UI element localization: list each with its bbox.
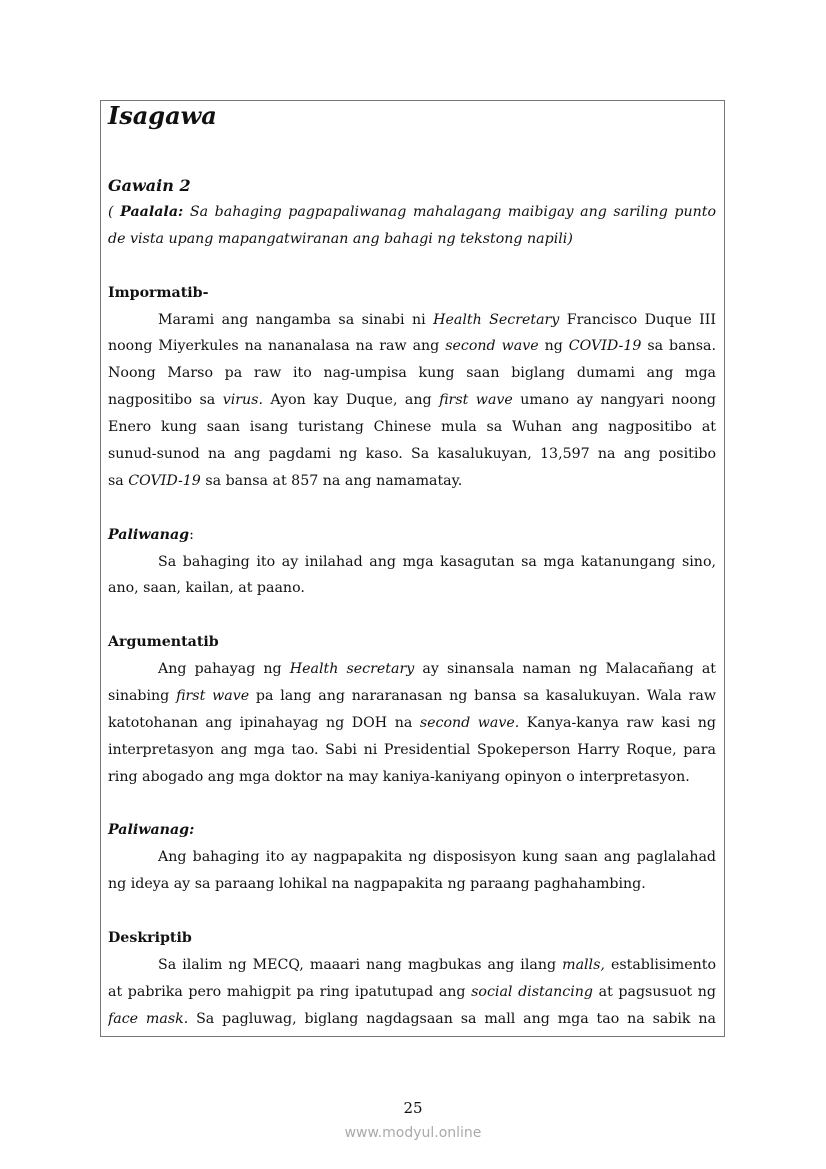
blank-line <box>108 791 716 818</box>
heading-text: Deskriptib <box>108 930 192 947</box>
paragraph-line <box>108 710 716 737</box>
text-segment: at pabrika pero mahigpit pa ring ipatutupad ang <box>108 983 472 1000</box>
text-segment: Noong Marso pa raw ito nag-umpisa kung saan biglang dumami ang mga <box>108 365 716 382</box>
text-segment: Ayon kay Duque, ang <box>262 392 440 409</box>
bold-label: Paalala: <box>120 204 184 220</box>
text-segment: de vista upang mapangatwiranan ang bahagi ng tekstong napili) <box>108 230 573 247</box>
text-segment: sa bansa at 857 na ang namamatay. <box>200 472 463 489</box>
section-heading <box>108 629 716 656</box>
text-segment: sinabing <box>108 688 177 705</box>
text-segment: Sa bahaging ito ay inilahad ang mga kasagutan sa mga katanungang sino, <box>158 553 716 570</box>
text-segment: Enero kung saan isang turistang Chinese mula sa Wuhan ang nagpositibo at <box>108 419 716 436</box>
text-segment: at pagsusuot ng <box>593 983 716 1000</box>
text-segment: umano ay nangyari noong <box>512 392 716 409</box>
text-segment: Sa bahaging pagpapaliwanag mahalagang maibigay ang sariling punto <box>183 204 716 220</box>
paragraph-line <box>108 468 716 495</box>
activity-title: Gawain 2 <box>108 176 191 195</box>
watermark: www.modyul.online <box>344 1125 482 1141</box>
paragraph-line <box>108 737 716 764</box>
text-segment: sa bansa. <box>641 338 716 355</box>
blank-line <box>108 602 716 629</box>
paragraph-line <box>108 441 716 468</box>
reminder-note <box>108 199 716 253</box>
italic-term: COVID-19 <box>128 472 201 489</box>
page-number: 25 <box>403 1099 423 1117</box>
text-segment: sunud-sunod na ang pagdami ng kaso. Sa kasalukuyan, 13,597 na ang positibo <box>108 446 716 463</box>
text-segment: ng ideya ay sa paraang lohikal na nagpapakita ng paraang paghahambing. <box>108 876 646 893</box>
paragraph-line <box>108 844 716 871</box>
paragraph-line <box>108 414 716 441</box>
text-segment: ring abogado ang mga doktor na may kaniya-kaniyang opinyon o interpretasyon. <box>108 768 690 785</box>
paragraph-line <box>108 656 716 683</box>
paragraph-line <box>108 307 716 334</box>
heading-text: Paliwanag: <box>108 822 195 839</box>
italic-term: COVID-19 <box>568 338 642 355</box>
text-segment: Francisco Duque III <box>559 311 716 328</box>
paragraph-line <box>108 683 716 710</box>
blank-line <box>108 898 716 925</box>
text-segment: Marami ang nangamba sa sinabi ni <box>158 311 434 328</box>
heading-text: Paliwanag <box>108 526 190 543</box>
paragraph-line <box>108 387 716 414</box>
text-segment: Ang bahaging ito ay nagpapakita ng disposisyon kung saan ang paglalahad <box>158 849 716 866</box>
section-title: Isagawa <box>108 101 217 130</box>
text-segment: ng <box>538 338 569 355</box>
blank-line <box>108 495 716 522</box>
paragraph-line <box>108 952 716 979</box>
text-sections <box>108 253 716 1033</box>
heading-text: Impormatib- <box>108 284 209 301</box>
paragraph-line <box>108 549 716 576</box>
section-heading <box>108 817 716 844</box>
paragraph-line <box>108 333 716 360</box>
activity-box <box>100 100 725 1037</box>
text-segment: ( <box>108 204 121 220</box>
text-segment: Sa ilalim ng MECQ, maaari nang magbukas ang ilang <box>158 956 563 973</box>
italic-term: first wave <box>439 392 513 409</box>
section-heading <box>108 280 716 307</box>
italic-term: social distancing <box>471 983 593 1000</box>
italic-term: second wave. <box>419 714 520 731</box>
text-segment: noong Miyerkules na nananalasa na raw ang <box>108 338 446 355</box>
paragraph-line <box>108 871 716 898</box>
text-segment: ay sinansala naman ng Malacañang at <box>414 661 716 678</box>
note-line <box>108 199 716 226</box>
paragraph-line <box>108 1006 716 1033</box>
italic-term: malls, <box>562 956 605 973</box>
section-heading <box>108 925 716 952</box>
note-line <box>108 226 716 253</box>
text-segment: Sa pagluwag, biglang nagdagsaan sa mall ang mga tao na sabik na <box>188 1010 716 1027</box>
paragraph-line <box>108 764 716 791</box>
italic-term: first wave <box>176 688 250 705</box>
paragraph-line <box>108 979 716 1006</box>
paragraph-line <box>108 360 716 387</box>
text-segment: interpretasyon ang mga tao. Sabi ni Presidential Spokeperson Harry Roque, para <box>108 741 716 758</box>
italic-term: face mask. <box>108 1010 189 1027</box>
text-segment: nagpositibo sa <box>108 392 223 409</box>
blank-line <box>108 253 716 280</box>
text-segment: sa <box>108 472 129 489</box>
italic-term: Health secretary <box>289 661 415 678</box>
text-segment: pa lang ang nararanasan ng bansa sa kasalukuyan. Wala raw <box>249 688 716 705</box>
italic-term: second wave <box>445 338 539 355</box>
text-segment: Kanya-kanya raw kasi ng <box>519 714 716 731</box>
text-segment: Ang pahayag ng <box>158 661 290 678</box>
text-segment: katotohanan ang ipinahayag ng DOH na <box>108 714 420 731</box>
italic-term: virus. <box>222 392 263 409</box>
italic-term: Health Secretary <box>433 311 560 328</box>
text-segment: ano, saan, kailan, at paano. <box>108 580 305 597</box>
section-heading <box>108 522 716 549</box>
paragraph-line <box>108 575 716 602</box>
text-segment: establisimento <box>604 956 716 973</box>
heading-text: Argumentatib <box>108 634 219 651</box>
heading-text: : <box>189 526 194 543</box>
